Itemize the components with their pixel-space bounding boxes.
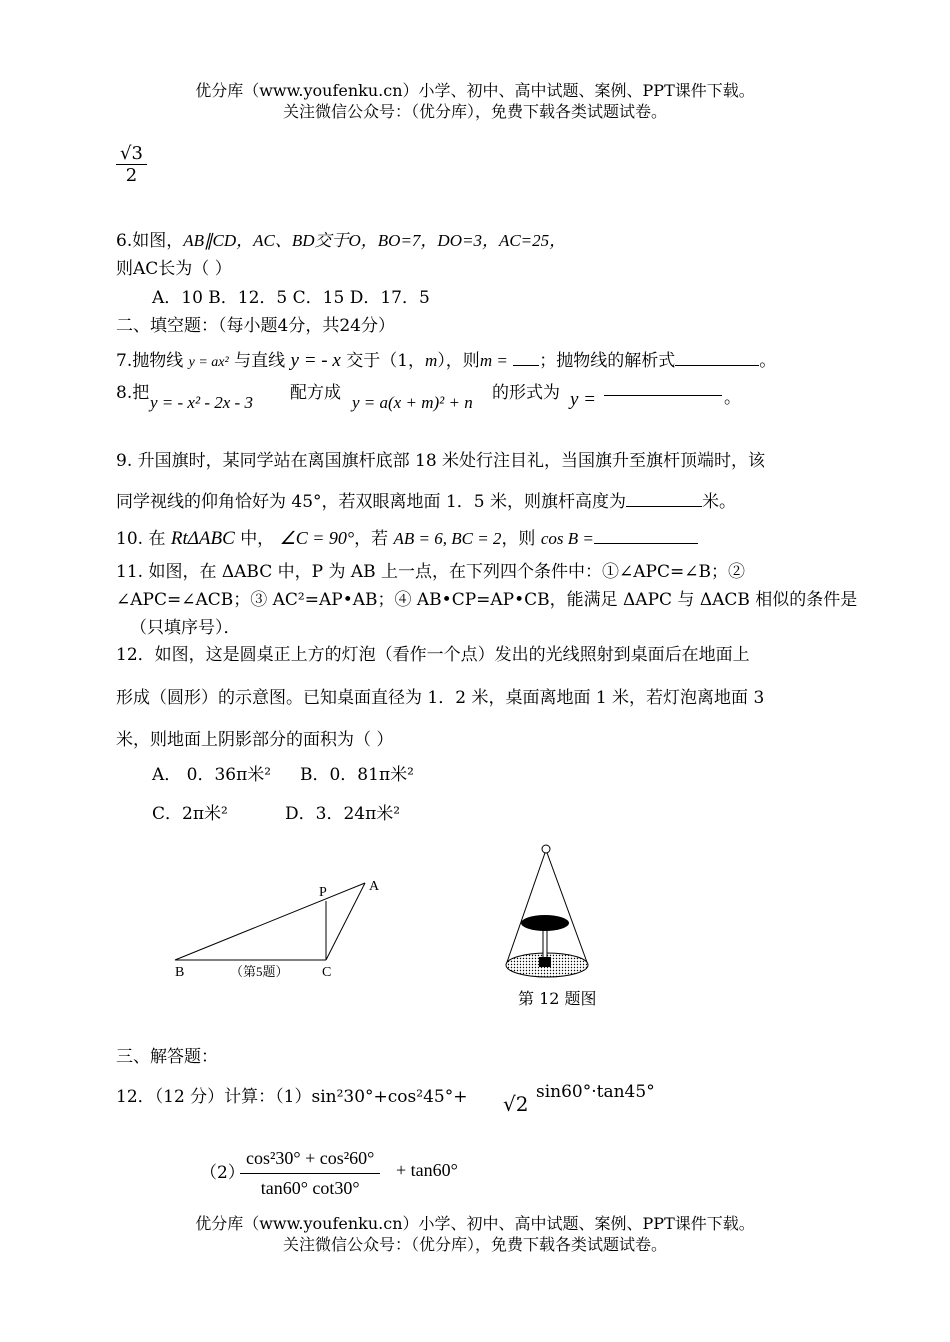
calc-sqrt-2: √2 [503, 1092, 529, 1116]
q12-option-b: B．0．81π米² [300, 765, 414, 785]
question-6-line-2: 则AC长为（ ） [116, 259, 232, 279]
q10-cosb: cos B = [540, 529, 594, 548]
question-6-options: A．10 B．12．5 C．15 D．17．5 [152, 288, 430, 308]
q7-text-3: 交于（1， [346, 351, 426, 371]
question-10 [116, 524, 698, 550]
q7-text-6: 。 [759, 351, 777, 371]
label-c: C [322, 965, 332, 980]
calc-part-2-fraction [240, 1148, 380, 1199]
q10-text-2: 中， [240, 529, 275, 549]
section-2-title: 二、填空题：（每小题4分，共24分） [116, 316, 395, 336]
footer-line-1: 优分库（www.youfenku.cn）小学、初中、高中试题、案例、PPT课件下载。 [195, 1214, 755, 1233]
label-b: B [175, 965, 185, 980]
q9-text-2: 米。 [701, 492, 736, 512]
q8-expr-1: y = - x² - 2x - 3 [150, 393, 253, 412]
header-line-1: 优分库（www.youfenku.cn）小学、初中、高中试题、案例、PPT课件下载。 [195, 81, 755, 100]
q8-text-4: 。 [724, 388, 741, 408]
q9-blank [626, 506, 702, 507]
calc-question-part-1 [116, 1082, 467, 1107]
q10-text-1: 10. 在 [116, 529, 166, 549]
q10-triangle: RtΔABC [170, 528, 235, 549]
figure-12-lamp [498, 840, 598, 985]
q7-blank-expression [675, 365, 759, 366]
q8-expr-2: y = a(x + m)² + n [352, 393, 473, 412]
q7-m: m [425, 351, 438, 370]
question-12-line-3: 米，则地面上阴影部分的面积为（ ） [116, 730, 394, 750]
table-leg [543, 928, 547, 960]
footer-line-2: 关注微信公众号：（优分库），免费下载各类试题试卷。 [282, 1235, 667, 1254]
q6-condition: AB∥CD，AC、BD交于O，BO=7，DO=3，AC=25， [183, 231, 567, 250]
question-9-line-1: 9. 升国旗时，某同学站在离国旗杆底部 18 米处行注目礼，当国旗升至旗杆顶端时，该 [116, 451, 766, 471]
bulb-icon [542, 845, 550, 853]
table-top [521, 915, 569, 931]
section-3-title: 三、解答题： [116, 1047, 218, 1067]
question-11-line-3: （只填序号）． [130, 618, 241, 638]
q7-text-5: ；抛物线的解析式 [539, 351, 676, 371]
q7-text-2: 与直线 [234, 351, 286, 371]
q10-sides: AB = 6, BC = 2 [393, 529, 502, 548]
top-fraction [116, 143, 147, 186]
calc-part-1-rest: sin60°·tan45° [536, 1082, 655, 1102]
question-12-line-2: 形成（圆形）的示意图。已知桌面直径为 1．2 米，桌面离地面 1 米，若灯泡离地面 3 [116, 688, 765, 708]
segment-ca [326, 883, 365, 960]
q7-line-expr: y = - x [290, 350, 341, 371]
q10-angle: ∠C = 90° [279, 528, 355, 548]
calc-fraction-denominator: tan60° cot30° [260, 1178, 360, 1198]
q12-option-d: D．3．24π米² [285, 804, 401, 824]
q12-option-a: A． 0．36π米² [152, 765, 272, 785]
figure-12-caption: 第 12 题图 [518, 989, 597, 1008]
fraction-denominator: 2 [125, 165, 138, 186]
q6-prefix: 6.如图， [116, 231, 184, 251]
question-6-line-1 [116, 226, 566, 251]
light-ray-right [546, 850, 588, 965]
q8-text-1: 8.把 [116, 383, 150, 403]
q9-text-1: 同学视线的仰角恰好为 45°，若双眼离地面 1．5 米，则旗杆高度为 [116, 492, 626, 512]
q8-expr-3: y = [570, 389, 597, 410]
fraction-numerator: √3 [116, 143, 147, 165]
calc-part-2-label: （2） [200, 1163, 245, 1183]
question-11-line-2: ∠APC=∠ACB；③ AC²=AP•AB；④ AB•CP=AP•CB，能满足 ΔAPC 与 ΔACB 相似的条件是 [116, 590, 858, 610]
figure-5-caption: （第5题） [230, 964, 289, 979]
calc-fraction-numerator: cos²30° + cos²60° [240, 1148, 380, 1174]
question-11-line-1: 11. 如图，在 ΔABC 中，P 为 AB 上一点，在下列四个条件中：①∠APC=∠B；② [116, 562, 745, 582]
q7-m-equals: m = [479, 351, 508, 370]
label-p: P [319, 885, 327, 900]
question-12-line-1: 12．如图，这是圆桌正上方的灯泡（看作一个点）发出的光线照射到桌面后在地面上 [116, 645, 750, 665]
q10-blank [594, 543, 698, 544]
figure-5-triangle [170, 870, 400, 985]
q7-parabola-expr: y = ax² [188, 355, 229, 370]
q7-text-1: 7.抛物线 [116, 351, 184, 371]
calc-part-1-text: 12．（12 分）计算：（1）sin²30°+cos²45°+ [116, 1087, 468, 1107]
table-base [539, 957, 551, 967]
calc-part-2-tail: + tan60° [396, 1160, 458, 1180]
header-line-2: 关注微信公众号：（优分库），免费下载各类试题试卷。 [282, 102, 667, 121]
q12-option-c: C．2π米² [152, 804, 228, 824]
q8-blank [604, 385, 722, 396]
q7-text-4: ），则 [437, 351, 480, 371]
question-7 [116, 346, 776, 372]
label-a: A [369, 879, 380, 894]
question-9-line-2 [116, 487, 736, 512]
q10-text-3: ，若 [354, 529, 389, 549]
q8-text-2: 配方成 [290, 383, 341, 403]
q10-text-4: ，则 [501, 529, 536, 549]
q8-text-3: 的形式为 [492, 383, 560, 403]
q7-blank-m [513, 365, 539, 366]
light-ray-left [506, 850, 546, 965]
segment-ba [175, 883, 365, 960]
